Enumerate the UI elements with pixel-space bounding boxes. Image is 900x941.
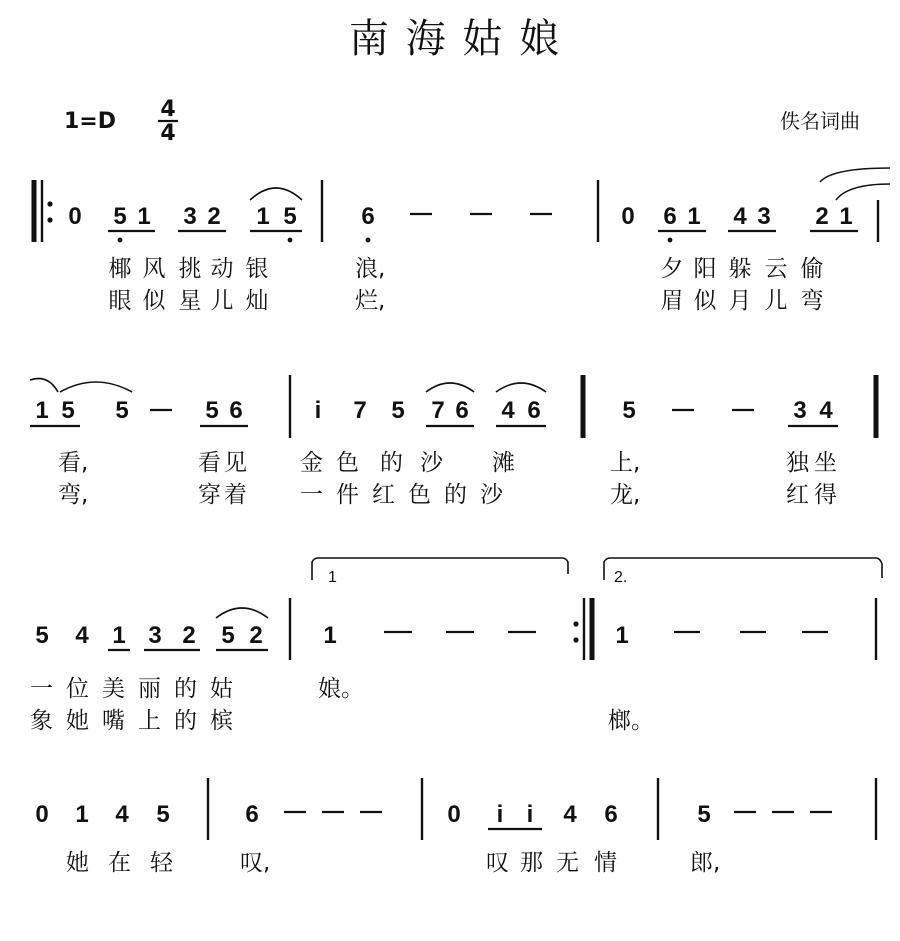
lyric: 的: [174, 708, 197, 734]
repeat-dot: [573, 637, 578, 642]
note: 1: [256, 203, 270, 230]
note: 5: [115, 397, 129, 424]
lyric: 阳: [693, 256, 717, 282]
lyric: 独: [786, 450, 809, 476]
lyric: 沙: [420, 450, 443, 476]
slur: [426, 383, 474, 392]
lyric: 似: [693, 288, 717, 314]
note: 4: [733, 203, 747, 230]
note: 2: [207, 203, 221, 230]
note: 1: [687, 203, 701, 230]
staff-row-4: [35, 778, 876, 876]
lyric: 无: [556, 850, 579, 876]
tie-inner: [836, 184, 890, 200]
note: 1: [137, 203, 151, 230]
lyric: 得: [814, 482, 837, 508]
lyric: 看,: [58, 450, 89, 476]
lyric: 穿: [198, 482, 221, 508]
lyric: 色: [408, 482, 431, 508]
lyric: 上: [138, 708, 161, 734]
first-ending-bracket: [312, 558, 568, 580]
lyric: 叹: [486, 850, 509, 876]
note: 5: [205, 397, 219, 424]
lyric: 坐: [814, 450, 837, 476]
note: 5: [113, 203, 127, 230]
note: 6: [361, 203, 375, 230]
lyric: 那: [520, 850, 543, 876]
lyric: 轻: [150, 850, 173, 876]
lyric: 丽: [138, 676, 161, 702]
lyric: 云: [764, 256, 788, 282]
note: 0: [35, 801, 49, 828]
note: 6: [604, 801, 618, 828]
staff-row-3: [30, 558, 882, 734]
credit: 佚名词曲: [780, 109, 860, 133]
lyric: 椰: [108, 256, 132, 282]
lyric: 银: [245, 256, 269, 282]
note: i: [314, 397, 322, 424]
note: 1: [35, 397, 49, 424]
tie-continuation: [30, 379, 58, 393]
lyric: 金: [300, 450, 323, 476]
note: 1: [615, 622, 629, 649]
note: 6: [229, 397, 243, 424]
lyric: 浪,: [355, 256, 386, 282]
note: 5: [221, 622, 235, 649]
note: 5: [35, 622, 49, 649]
tie-outer: [820, 168, 890, 182]
lyric: 星: [178, 288, 202, 314]
lyric: 着: [224, 482, 247, 508]
lyric: 的: [174, 676, 197, 702]
note: 3: [757, 203, 771, 230]
note: 4: [563, 801, 577, 828]
lyric: 沙: [480, 482, 503, 508]
lyric: 的: [444, 482, 467, 508]
lyric: 一: [300, 482, 323, 508]
slur: [496, 383, 546, 392]
lyric: 月: [728, 288, 752, 314]
lyric: 姑: [210, 676, 233, 702]
note: 3: [148, 622, 162, 649]
first-ending-number: 1: [328, 569, 337, 586]
lyric: 烂,: [355, 288, 386, 314]
lyric: 叹,: [240, 850, 271, 876]
note: 1: [323, 622, 337, 649]
lyric: 嘴: [102, 708, 125, 734]
note: 5: [697, 801, 711, 828]
note: 1: [75, 801, 89, 828]
lyric: 见: [224, 450, 247, 476]
note: 6: [245, 801, 259, 828]
slur: [250, 188, 302, 200]
note: 4: [819, 397, 833, 424]
repeat-dot: [573, 621, 578, 626]
note: 4: [115, 801, 129, 828]
lyric: 看: [198, 450, 221, 476]
repeat-dot: [47, 201, 52, 206]
slur: [60, 382, 132, 392]
lyric: 位: [66, 676, 89, 702]
second-ending-bracket: [604, 558, 882, 580]
lyric: 偷: [800, 256, 824, 282]
note: 6: [527, 397, 541, 424]
octave-dot-low: [118, 238, 123, 243]
song-title: 南 海 姑 娘: [348, 16, 562, 62]
lyric: 挑: [178, 256, 202, 282]
note: 5: [156, 801, 170, 828]
time-signature-top: 4: [160, 97, 176, 122]
lyric: 风: [142, 256, 166, 282]
note: 4: [501, 397, 515, 424]
lyric: 榔。: [608, 708, 654, 734]
lyric: 儿: [210, 288, 234, 314]
note: 2: [249, 622, 263, 649]
lyric: 红: [372, 482, 395, 508]
slur: [216, 608, 268, 618]
note: i: [496, 801, 504, 828]
note: 0: [68, 203, 82, 230]
lyric: 槟: [210, 708, 233, 734]
lyric: 郎,: [690, 850, 721, 876]
staff-row-2: [30, 375, 876, 508]
lyric: 一: [30, 676, 53, 702]
lyric: 眼: [108, 288, 132, 314]
lyric: 在: [108, 850, 131, 876]
lyric: 动: [210, 256, 234, 282]
repeat-dot: [47, 217, 52, 222]
lyric: 娘。: [318, 676, 364, 702]
note: 4: [75, 622, 89, 649]
note: i: [526, 801, 534, 828]
note: 0: [621, 203, 635, 230]
lyric: 躲: [728, 256, 752, 282]
note: 5: [283, 203, 297, 230]
note: 1: [112, 622, 126, 649]
time-signature-bottom: 4: [160, 121, 176, 146]
octave-dot-low: [668, 238, 673, 243]
lyric: 龙,: [610, 482, 641, 508]
note: 5: [622, 397, 636, 424]
lyric: 灿: [245, 288, 269, 314]
note: 7: [431, 397, 445, 424]
lyric: 儿: [764, 288, 788, 314]
octave-dot-low: [366, 238, 371, 243]
lyric: 情: [594, 850, 617, 876]
note: 2: [182, 622, 196, 649]
lyric: 似: [142, 288, 166, 314]
lyric: 件: [336, 482, 359, 508]
note: 3: [793, 397, 807, 424]
key-signature: 1=D: [64, 109, 117, 134]
lyric: 色: [336, 450, 359, 476]
lyric: 弯,: [58, 482, 89, 508]
note: 2: [815, 203, 829, 230]
lyric: 她: [66, 708, 89, 734]
note: 6: [455, 397, 469, 424]
lyric: 象: [30, 708, 53, 734]
note: 5: [61, 397, 75, 424]
note: 0: [447, 801, 461, 828]
note: 5: [391, 397, 405, 424]
lyric: 滩: [492, 450, 515, 476]
lyric: 弯: [800, 288, 824, 314]
octave-dot-low: [288, 238, 293, 243]
staff-row-1: [34, 168, 890, 314]
lyric: 夕: [660, 256, 684, 282]
note: 1: [839, 203, 853, 230]
lyric: 红: [786, 482, 809, 508]
lyric: 上,: [610, 450, 641, 476]
lyric: 她: [66, 850, 89, 876]
lyric: 的: [380, 450, 403, 476]
note: 7: [353, 397, 367, 424]
note: 6: [663, 203, 677, 230]
lyric: 美: [102, 676, 125, 702]
note: 3: [183, 203, 197, 230]
second-ending-number: 2.: [614, 569, 628, 586]
lyric: 眉: [660, 288, 684, 314]
